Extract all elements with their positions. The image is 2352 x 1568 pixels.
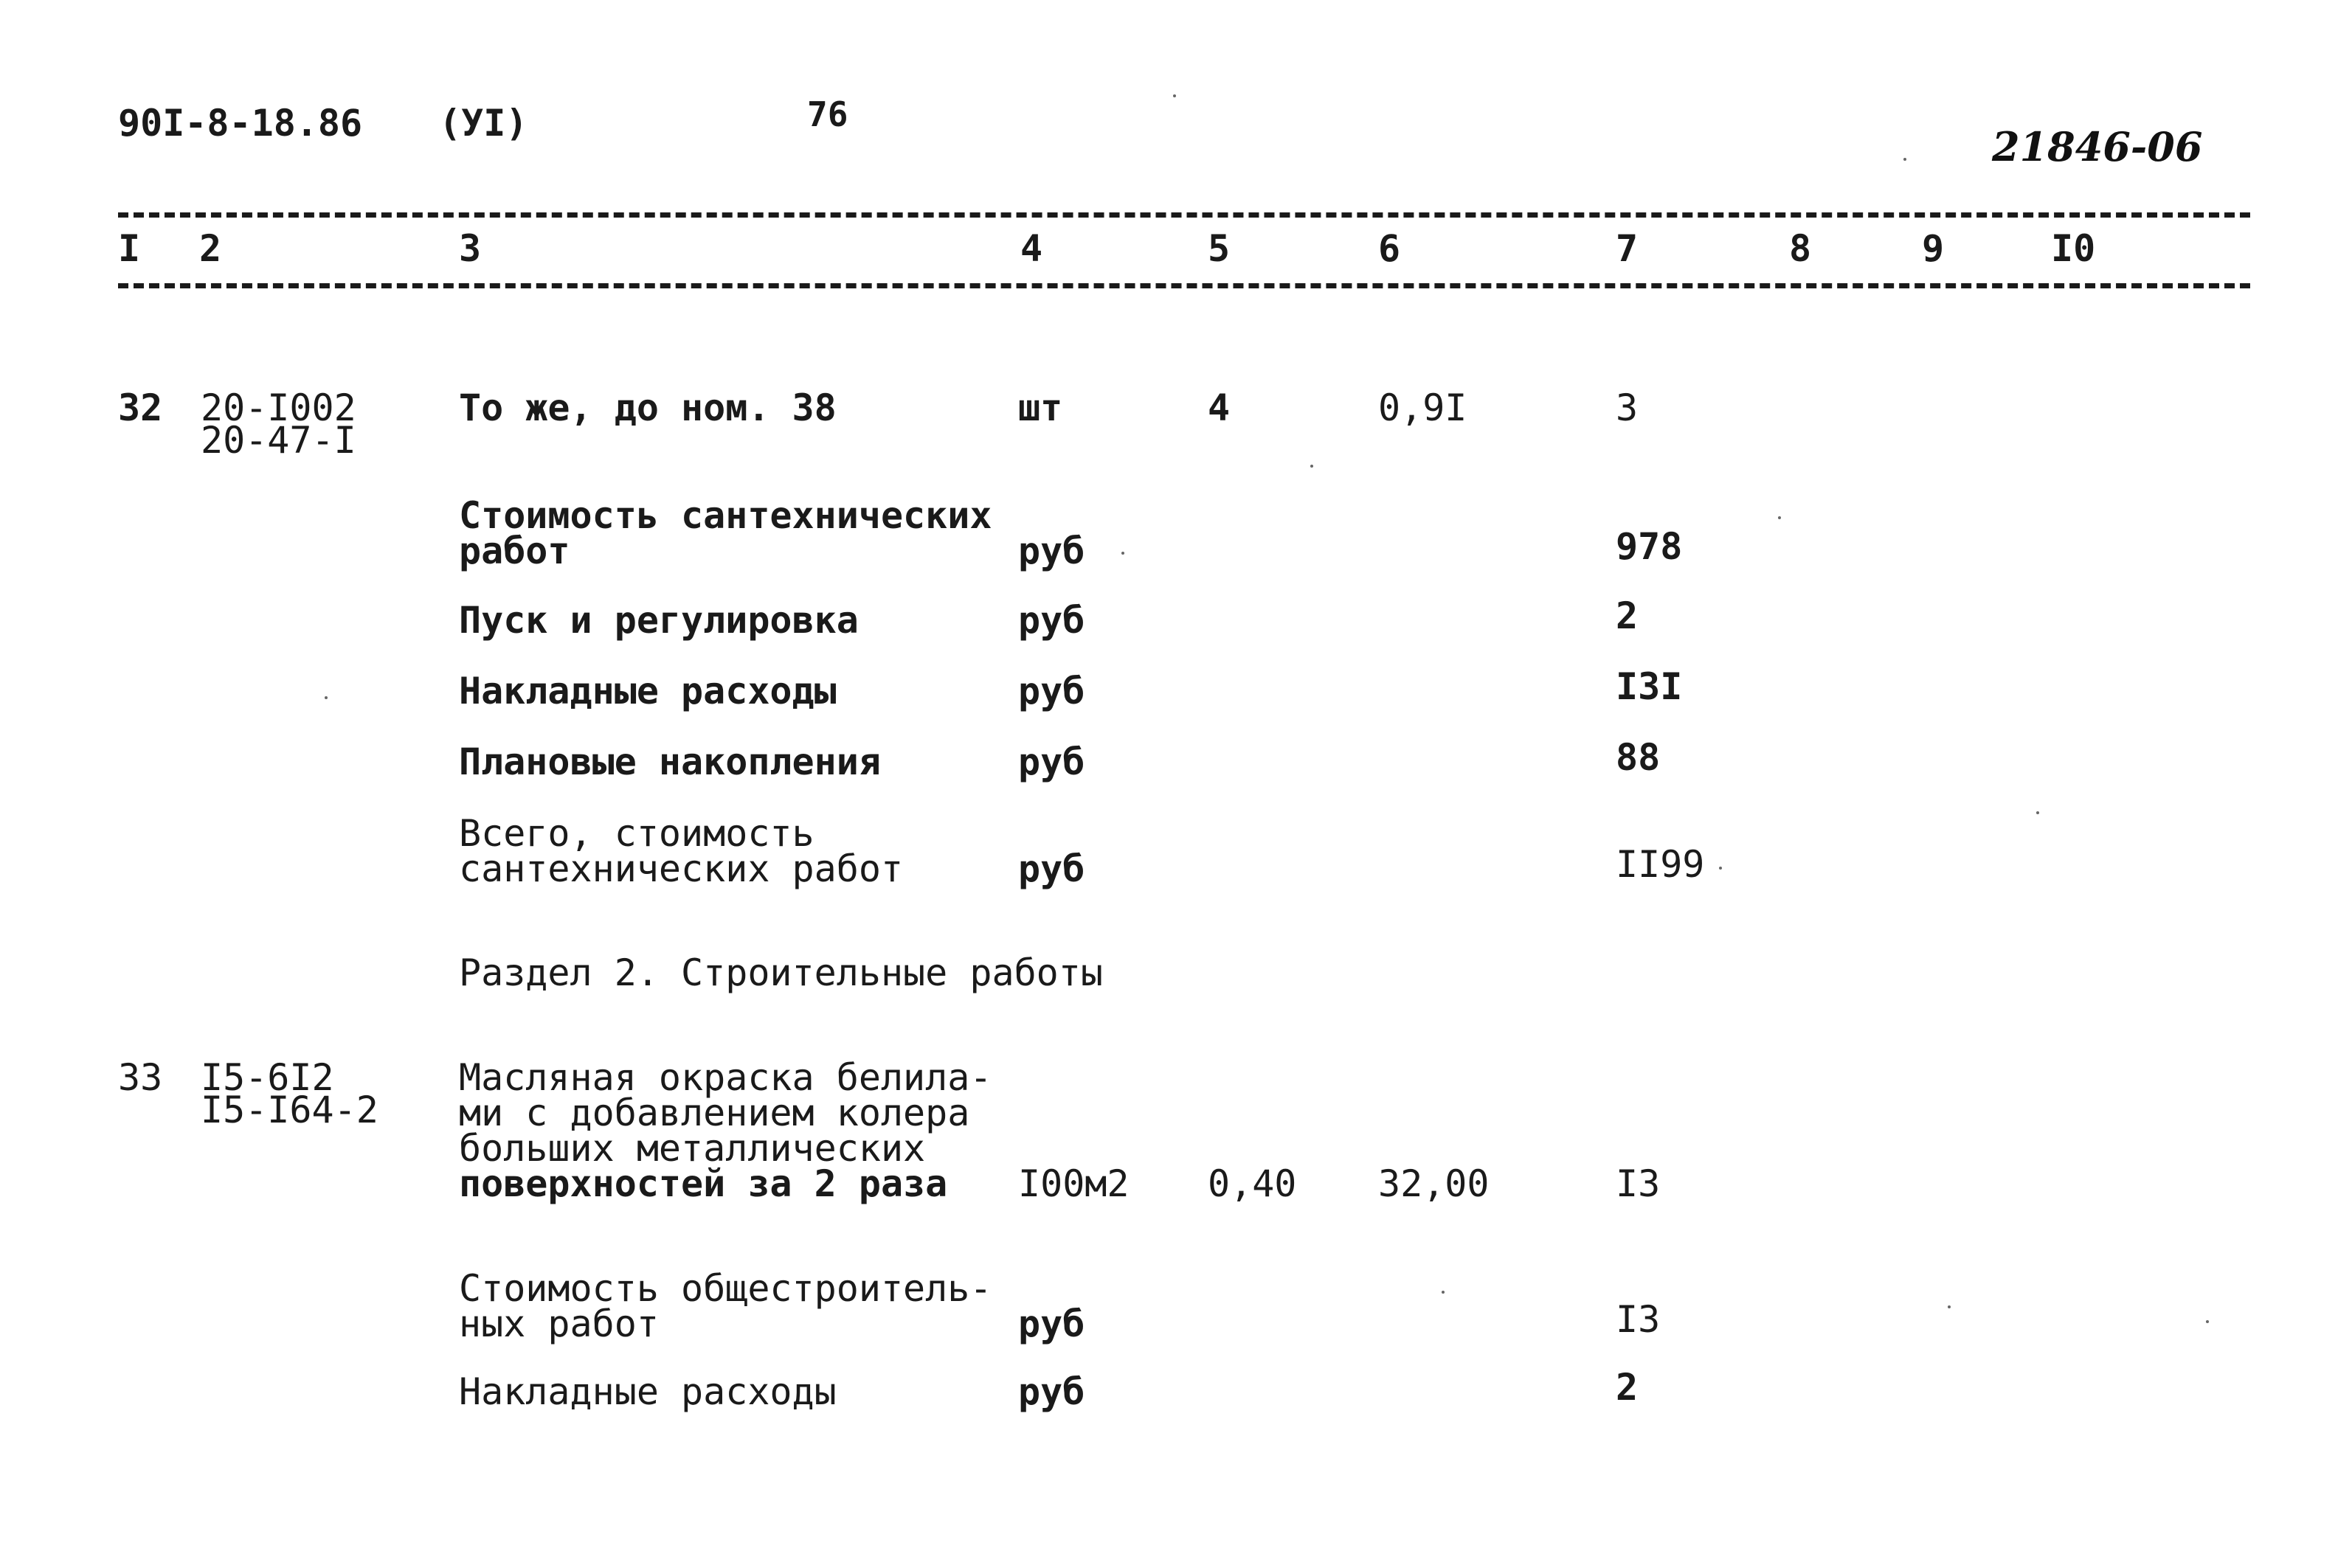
scan-speck xyxy=(1903,158,1906,161)
summary-label: Пуск и регулировка xyxy=(459,599,859,642)
summary-total: 2 xyxy=(1616,1366,1639,1409)
summary-total: 2 xyxy=(1616,594,1639,637)
summary-label: Накладные расходы xyxy=(459,1370,837,1413)
col-header-5: 5 xyxy=(1208,227,1231,270)
summary-unit: руб xyxy=(1018,530,1085,572)
row-number: 33 xyxy=(118,1056,163,1099)
row-number: 32 xyxy=(118,386,163,429)
rate-code-primary: I5-6I2 xyxy=(201,1056,334,1099)
summary-unit: руб xyxy=(1018,1302,1085,1345)
col-header-9: 9 xyxy=(1922,227,1945,270)
summary-total: II99 xyxy=(1616,843,1705,886)
work-description-line1: Масляная окраска белила- xyxy=(459,1056,992,1099)
summary-label-line2: ных работ xyxy=(459,1302,659,1345)
summary-total: 978 xyxy=(1616,525,1683,568)
scan-speck xyxy=(2036,811,2039,814)
summary-unit: руб xyxy=(1018,740,1085,783)
scan-speck xyxy=(1778,516,1781,519)
total-cost: I3 xyxy=(1616,1162,1661,1205)
summary-total: I3 xyxy=(1616,1298,1661,1341)
header-top-rule xyxy=(118,212,2250,218)
scan-speck xyxy=(1121,552,1124,555)
section-code: (УI) xyxy=(439,102,528,145)
document-code: 90I-8-18.86 xyxy=(118,102,363,145)
unit-price: 0,9I xyxy=(1378,386,1467,429)
rate-code-primary: 20-I002 xyxy=(201,386,356,429)
handwritten-reference-number: 21846-06 xyxy=(1992,123,2203,170)
summary-total: 88 xyxy=(1616,736,1661,779)
scan-speck xyxy=(325,696,328,699)
col-header-4: 4 xyxy=(1020,227,1043,270)
col-header-3: 3 xyxy=(459,227,482,270)
work-description-line2: ми с добавлением колера xyxy=(459,1092,970,1134)
summary-total: I3I xyxy=(1616,665,1683,708)
col-header-10: I0 xyxy=(2051,227,2096,270)
summary-label-line1: Стоимость общестроитель- xyxy=(459,1267,992,1310)
scan-speck xyxy=(1442,1291,1445,1294)
summary-unit: руб xyxy=(1018,1370,1085,1413)
work-description: То же, до ном. 38 xyxy=(459,386,837,429)
scan-speck xyxy=(1719,867,1722,870)
page-number: 76 xyxy=(807,94,848,134)
summary-label: Накладные расходы xyxy=(459,670,837,712)
summary-label-line2: работ xyxy=(459,530,570,572)
quantity: 4 xyxy=(1208,386,1231,429)
col-header-2: 2 xyxy=(199,227,222,270)
col-header-8: 8 xyxy=(1789,227,1812,270)
unit: шт xyxy=(1018,386,1063,429)
header-bottom-rule xyxy=(118,283,2250,288)
rate-code-secondary: 20-47-I xyxy=(201,419,356,462)
quantity: 0,40 xyxy=(1208,1162,1297,1205)
col-header-7: 7 xyxy=(1616,227,1639,270)
col-header-6: 6 xyxy=(1378,227,1401,270)
scan-speck xyxy=(1948,1305,1951,1308)
summary-label-line2: сантехнических работ xyxy=(459,847,904,890)
summary-unit: руб xyxy=(1018,670,1085,712)
scan-speck xyxy=(1173,94,1176,97)
section-heading: Раздел 2. Строительные работы xyxy=(459,951,1103,994)
work-description-line3: больших металлических xyxy=(459,1127,926,1170)
col-header-1: I xyxy=(118,227,141,270)
summary-label-line1: Всего, стоимость xyxy=(459,812,814,855)
unit-price: 32,00 xyxy=(1378,1162,1490,1205)
summary-unit: руб xyxy=(1018,847,1085,890)
summary-label: Плановые накопления xyxy=(459,740,881,783)
summary-unit: руб xyxy=(1018,599,1085,642)
scan-speck xyxy=(1310,465,1313,468)
total-cost: 3 xyxy=(1616,386,1639,429)
summary-label-line1: Стоимость сантехнических xyxy=(459,494,992,537)
scan-speck xyxy=(2206,1320,2209,1323)
rate-code-secondary: I5-I64-2 xyxy=(201,1089,378,1131)
work-description-line4: поверхностей за 2 раза xyxy=(459,1162,948,1205)
unit: I00м2 xyxy=(1018,1162,1130,1205)
